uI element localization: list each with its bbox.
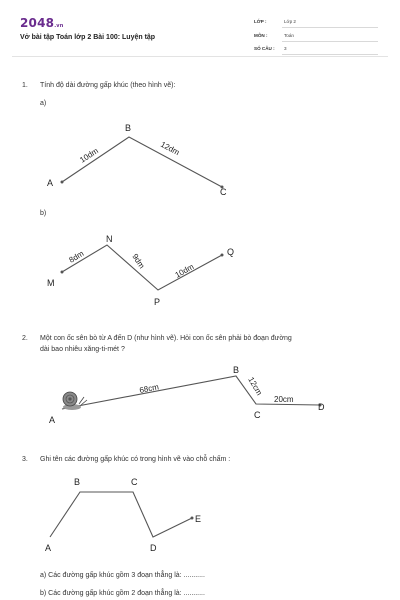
subject-value: Toán: [284, 33, 294, 38]
q2-length-BC: 12cm: [246, 375, 264, 397]
q3-answer-b: b) Các đường gấp khúc gồm 2 đoạn thẳng là: ...........: [40, 590, 205, 597]
q1a-label-B: B: [125, 123, 132, 133]
q1b-point-Q: [221, 254, 224, 257]
q1b-length-MN: 8dm: [67, 248, 86, 265]
q2-label-A: A: [49, 415, 56, 425]
q2-polyline: [62, 376, 320, 409]
q3-figure: [45, 477, 201, 553]
q1b-label-Q: Q: [227, 247, 235, 257]
q3-label-A: A: [45, 543, 52, 553]
logo-suffix: .vn: [54, 23, 64, 29]
logo-main: 2048: [20, 16, 55, 30]
q1b-figure: [47, 234, 234, 307]
q1a-label: a): [40, 100, 47, 107]
q1a-label-A: A: [47, 178, 54, 188]
q1b-length-PQ: 10dm: [173, 262, 196, 280]
q2-length-CD: 20cm: [274, 395, 294, 404]
q1-number: 1.: [22, 82, 28, 89]
q2-label-D: D: [318, 402, 325, 412]
q2-figure: [49, 365, 325, 425]
q3-label-D: D: [150, 543, 157, 553]
document-title: Vở bài tập Toán lớp 2 Bài 100: Luyện tập: [20, 34, 156, 41]
q2-length-AB: 68cm: [138, 382, 160, 395]
q1b-label-M: M: [47, 278, 55, 288]
subject-label: MÔN :: [254, 33, 268, 38]
q3-number: 3.: [22, 456, 28, 463]
q1-text: Tính độ dài đường gấp khúc (theo hình vẽ):: [40, 82, 176, 89]
question-count-value: 3: [284, 46, 287, 51]
q1a-length-BC: 12dm: [159, 139, 181, 158]
q1b-length-NP: 9dm: [130, 252, 147, 271]
q1b-label: b): [40, 210, 47, 217]
q1a-figure: [47, 123, 227, 197]
q2-number: 2.: [22, 335, 28, 342]
q2-label-B: B: [233, 365, 240, 375]
q1b-label-N: N: [106, 234, 113, 244]
q1a-label-C: C: [220, 187, 227, 197]
q1b-point-M: [61, 271, 64, 274]
q3-label-B: B: [74, 477, 81, 487]
q3-text: Ghi tên các đường gấp khúc có trong hình vẽ vào chỗ chấm :: [40, 456, 231, 463]
q1a-point-A: [61, 181, 64, 184]
q3-label-E: E: [195, 514, 202, 524]
q3-label-C: C: [131, 477, 138, 487]
q1a-length-AB: 10dm: [78, 146, 100, 165]
q3-point-E: [191, 517, 194, 520]
snail-icon: [63, 392, 87, 410]
q2-label-C: C: [254, 410, 261, 420]
q3-answer-a: a) Các đường gấp khúc gồm 3 đoạn thẳng là: ...........: [40, 572, 205, 579]
q2-text-line1: Một con ốc sên bò từ A đến D (như hình vẽ). Hỏi con ốc sên phải bò đoạn đường: [40, 335, 292, 342]
class-label: LỚP :: [254, 19, 267, 24]
q1b-label-P: P: [154, 297, 161, 307]
q3-polyline: [50, 492, 192, 537]
class-value: Lớp 2: [284, 19, 296, 24]
q2-text-line2: dài bao nhiêu xăng-ti-mét ?: [40, 346, 125, 353]
question-count-label: SỐ CÂU :: [254, 46, 275, 51]
